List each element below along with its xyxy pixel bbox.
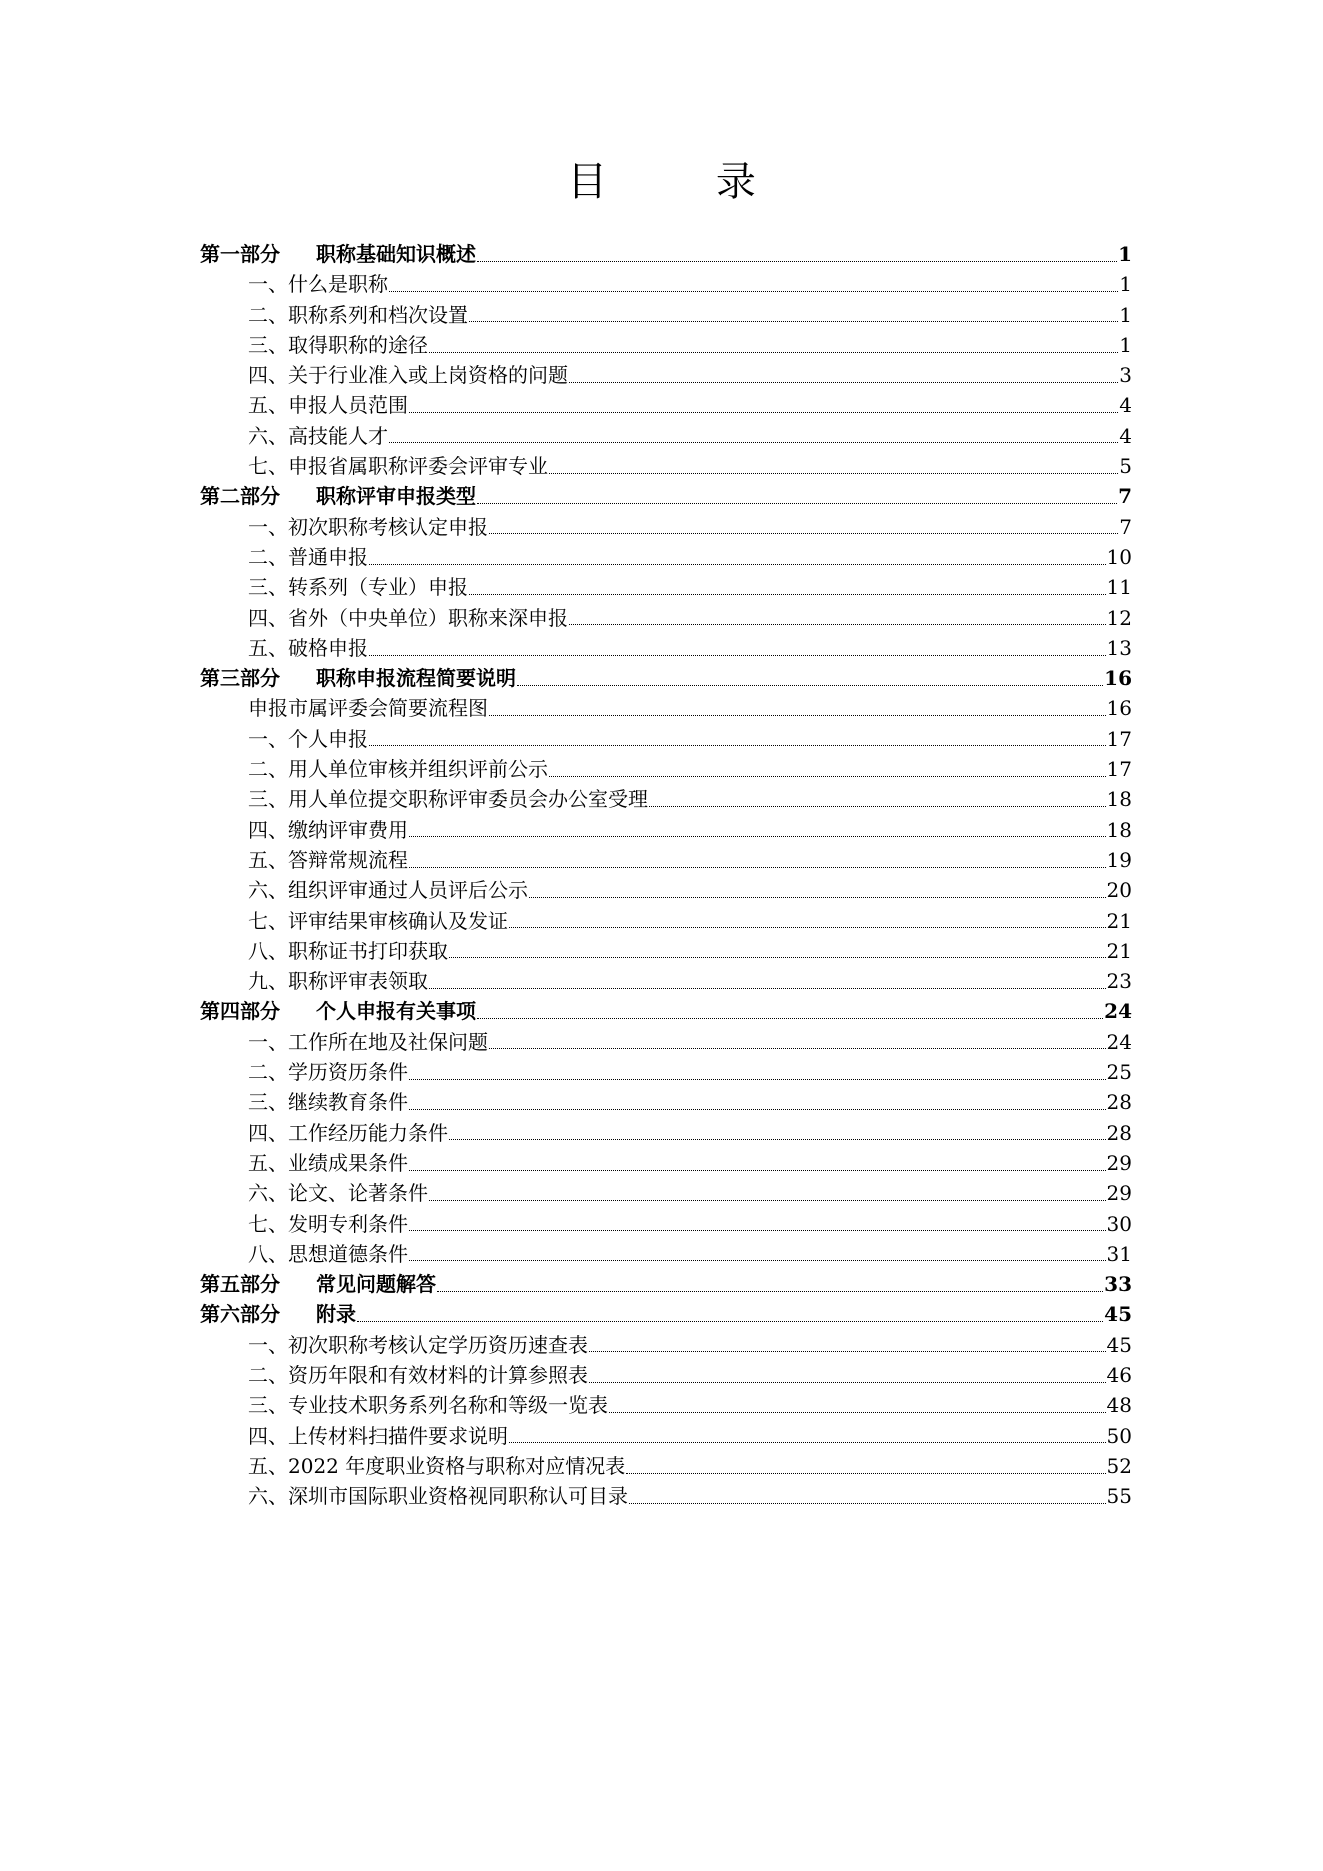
toc-part-number: 第五部分 bbox=[200, 1272, 280, 1297]
dot-leader bbox=[489, 533, 1118, 534]
dot-leader bbox=[489, 1048, 1106, 1049]
toc-section-entry[interactable] bbox=[200, 390, 1132, 420]
dot-leader bbox=[369, 655, 1106, 656]
toc-page-number: 24 bbox=[1106, 1029, 1132, 1054]
table-of-contents bbox=[200, 239, 1132, 1511]
toc-section-entry[interactable] bbox=[200, 1390, 1132, 1420]
dot-leader bbox=[509, 1442, 1106, 1443]
toc-page-number: 29 bbox=[1106, 1150, 1132, 1175]
toc-page-number: 4 bbox=[1119, 393, 1132, 418]
toc-entry-label: 八、思想道德条件 bbox=[248, 1241, 408, 1266]
toc-part-entry[interactable] bbox=[200, 1299, 1132, 1329]
toc-entry-label: 六、高技能人才 bbox=[248, 423, 388, 448]
toc-entry-label: 五、业绩成果条件 bbox=[248, 1150, 408, 1175]
toc-section-entry[interactable] bbox=[200, 1451, 1132, 1481]
toc-entry-label: 三、用人单位提交职称评审委员会办公室受理 bbox=[248, 787, 648, 812]
toc-entry-label: 七、评审结果审核确认及发证 bbox=[248, 908, 508, 933]
toc-entry-label: 三、转系列（专业）申报 bbox=[248, 575, 468, 600]
dot-leader bbox=[389, 442, 1118, 443]
dot-leader bbox=[549, 473, 1118, 474]
dot-leader bbox=[429, 1200, 1106, 1201]
dot-leader bbox=[509, 927, 1106, 928]
toc-entry-label: 五、2022 年度职业资格与职称对应情况表 bbox=[248, 1453, 626, 1478]
dot-leader bbox=[389, 291, 1118, 292]
dot-leader bbox=[469, 321, 1118, 322]
toc-entry-label: 三、专业技术职务系列名称和等级一览表 bbox=[248, 1393, 608, 1418]
toc-section-entry[interactable] bbox=[200, 300, 1132, 330]
toc-page-number: 4 bbox=[1119, 423, 1132, 448]
toc-page-number: 1 bbox=[1119, 332, 1132, 357]
dot-leader bbox=[477, 1018, 1103, 1019]
toc-section-entry[interactable] bbox=[200, 815, 1132, 845]
toc-page-number: 55 bbox=[1106, 1484, 1132, 1509]
dot-leader bbox=[609, 1412, 1106, 1413]
toc-page-number: 1 bbox=[1119, 302, 1132, 327]
toc-page-number: 45 bbox=[1104, 1302, 1132, 1327]
toc-page-number: 12 bbox=[1106, 605, 1132, 630]
toc-section-entry[interactable] bbox=[200, 1421, 1132, 1451]
dot-leader bbox=[409, 836, 1106, 837]
toc-page-number: 28 bbox=[1106, 1090, 1132, 1115]
toc-page-number: 17 bbox=[1106, 726, 1132, 751]
toc-page-number: 46 bbox=[1106, 1362, 1132, 1387]
toc-entry-label: 一、什么是职称 bbox=[248, 272, 388, 297]
dot-leader bbox=[517, 685, 1103, 686]
dot-leader bbox=[449, 1139, 1106, 1140]
toc-part-number: 第三部分 bbox=[200, 666, 280, 691]
toc-page-number: 30 bbox=[1106, 1211, 1132, 1236]
toc-entry-label: 三、取得职称的途径 bbox=[248, 332, 428, 357]
dot-leader bbox=[357, 1321, 1103, 1322]
toc-page-number: 28 bbox=[1106, 1120, 1132, 1145]
toc-section-entry[interactable] bbox=[200, 572, 1132, 602]
toc-page-number: 16 bbox=[1104, 666, 1132, 691]
toc-part-entry[interactable] bbox=[200, 663, 1132, 693]
toc-page-number: 13 bbox=[1106, 635, 1132, 660]
toc-page-number: 1 bbox=[1118, 242, 1132, 266]
toc-section-entry[interactable] bbox=[200, 421, 1132, 451]
toc-section-entry[interactable] bbox=[200, 724, 1132, 754]
dot-leader bbox=[409, 867, 1106, 868]
toc-section-entry[interactable] bbox=[200, 360, 1132, 390]
dot-leader bbox=[409, 1170, 1106, 1171]
toc-page-number: 23 bbox=[1106, 969, 1132, 994]
toc-entry-label: 二、资历年限和有效材料的计算参照表 bbox=[248, 1362, 588, 1387]
toc-page-number: 5 bbox=[1119, 454, 1132, 479]
dot-leader bbox=[489, 715, 1106, 716]
toc-section-entry[interactable] bbox=[200, 603, 1132, 633]
toc-section-entry[interactable] bbox=[200, 1027, 1132, 1057]
toc-section-entry[interactable] bbox=[200, 451, 1132, 481]
toc-page-number: 20 bbox=[1106, 878, 1132, 903]
toc-page-number: 3 bbox=[1119, 363, 1132, 388]
toc-section-entry[interactable] bbox=[200, 936, 1132, 966]
toc-entry-label: 申报市属评委会简要流程图 bbox=[248, 696, 488, 721]
toc-section-entry[interactable] bbox=[200, 784, 1132, 814]
dot-leader bbox=[589, 1351, 1106, 1352]
toc-page-number: 24 bbox=[1104, 999, 1132, 1024]
toc-entry-label: 五、申报人员范围 bbox=[248, 393, 408, 418]
dot-leader bbox=[429, 352, 1118, 353]
toc-section-entry[interactable] bbox=[200, 754, 1132, 784]
toc-section-entry[interactable] bbox=[200, 845, 1132, 875]
dot-leader bbox=[549, 776, 1106, 777]
toc-section-entry[interactable] bbox=[200, 1481, 1132, 1511]
dot-leader bbox=[409, 1079, 1106, 1080]
toc-entry-label: 七、申报省属职称评委会评审专业 bbox=[248, 454, 548, 479]
toc-page-number: 29 bbox=[1106, 1181, 1132, 1206]
toc-entry-label: 职称申报流程简要说明 bbox=[316, 666, 516, 691]
toc-section-entry[interactable] bbox=[200, 1057, 1132, 1087]
toc-page-number: 7 bbox=[1118, 484, 1132, 509]
dot-leader bbox=[529, 897, 1106, 898]
toc-entry-label: 职称基础知识概述 bbox=[316, 242, 476, 266]
toc-entry-label: 二、职称系列和档次设置 bbox=[248, 302, 468, 327]
toc-section-entry[interactable] bbox=[200, 1087, 1132, 1117]
dot-leader bbox=[589, 1382, 1106, 1383]
toc-entry-label: 四、上传材料扫描件要求说明 bbox=[248, 1423, 508, 1448]
toc-entry-label: 二、学历资历条件 bbox=[248, 1060, 408, 1085]
toc-page-number: 48 bbox=[1106, 1393, 1132, 1418]
toc-entry-label: 一、个人申报 bbox=[248, 726, 368, 751]
toc-entry-label: 五、答辩常规流程 bbox=[248, 847, 408, 872]
toc-entry-label: 一、初次职称考核认定申报 bbox=[248, 514, 488, 539]
toc-section-entry[interactable] bbox=[200, 1148, 1132, 1178]
toc-part-number: 第二部分 bbox=[200, 484, 280, 509]
dot-leader bbox=[369, 745, 1106, 746]
toc-section-entry[interactable] bbox=[200, 542, 1132, 572]
dot-leader bbox=[569, 382, 1118, 383]
toc-entry-label: 八、职称证书打印获取 bbox=[248, 938, 448, 963]
dot-leader bbox=[369, 564, 1106, 565]
toc-page-number: 16 bbox=[1106, 696, 1132, 721]
toc-section-entry[interactable] bbox=[200, 966, 1132, 996]
toc-part-entry[interactable] bbox=[200, 239, 1132, 269]
toc-entry-label: 九、职称评审表领取 bbox=[248, 969, 428, 994]
dot-leader bbox=[469, 594, 1106, 595]
toc-page-number: 18 bbox=[1106, 787, 1132, 812]
toc-entry-label: 七、发明专利条件 bbox=[248, 1211, 408, 1236]
toc-page-number: 25 bbox=[1106, 1060, 1132, 1085]
toc-part-entry[interactable] bbox=[200, 481, 1132, 511]
toc-section-entry[interactable] bbox=[200, 875, 1132, 905]
dot-leader bbox=[449, 957, 1106, 958]
toc-part-entry[interactable] bbox=[200, 1269, 1132, 1299]
toc-page-number: 1 bbox=[1119, 272, 1132, 297]
toc-section-entry[interactable] bbox=[200, 512, 1132, 542]
toc-section-entry[interactable] bbox=[200, 1239, 1132, 1269]
toc-page-number: 11 bbox=[1106, 575, 1132, 600]
toc-entry-label: 三、继续教育条件 bbox=[248, 1090, 408, 1115]
dot-leader bbox=[437, 1291, 1103, 1292]
toc-page-number: 50 bbox=[1106, 1423, 1132, 1448]
toc-page-number: 21 bbox=[1106, 908, 1132, 933]
toc-entry-label: 六、组织评审通过人员评后公示 bbox=[248, 878, 528, 903]
dot-leader bbox=[626, 1473, 1105, 1474]
toc-page-number: 21 bbox=[1106, 938, 1132, 963]
toc-entry-label: 五、破格申报 bbox=[248, 635, 368, 660]
toc-page-number: 31 bbox=[1106, 1241, 1132, 1266]
toc-page-number: 45 bbox=[1106, 1332, 1132, 1357]
toc-entry-label: 一、初次职称考核认定学历资历速查表 bbox=[248, 1332, 588, 1357]
toc-page-number: 33 bbox=[1104, 1272, 1132, 1297]
dot-leader bbox=[409, 412, 1118, 413]
toc-section-entry[interactable] bbox=[200, 1118, 1132, 1148]
dot-leader bbox=[649, 806, 1106, 807]
toc-entry-label: 一、工作所在地及社保问题 bbox=[248, 1029, 488, 1054]
toc-entry-label: 个人申报有关事项 bbox=[316, 999, 476, 1024]
toc-page-number: 52 bbox=[1106, 1453, 1132, 1478]
toc-entry-label: 四、工作经历能力条件 bbox=[248, 1120, 448, 1145]
toc-entry-label: 四、缴纳评审费用 bbox=[248, 817, 408, 842]
toc-section-entry[interactable] bbox=[200, 1360, 1132, 1390]
toc-page-number: 19 bbox=[1106, 847, 1132, 872]
toc-entry-label: 四、省外（中央单位）职称来深申报 bbox=[248, 605, 568, 630]
toc-section-entry[interactable] bbox=[200, 330, 1132, 360]
toc-part-number: 第四部分 bbox=[200, 999, 280, 1024]
toc-entry-label: 四、关于行业准入或上岗资格的问题 bbox=[248, 363, 568, 388]
toc-entry-label: 常见问题解答 bbox=[316, 1272, 436, 1297]
toc-part-number: 第六部分 bbox=[200, 1302, 280, 1327]
toc-section-entry[interactable] bbox=[200, 693, 1132, 723]
toc-section-entry[interactable] bbox=[200, 633, 1132, 663]
toc-page-number: 10 bbox=[1106, 544, 1132, 569]
dot-leader bbox=[409, 1230, 1106, 1231]
toc-entry-label: 六、论文、论著条件 bbox=[248, 1181, 428, 1206]
dot-leader bbox=[629, 1503, 1106, 1504]
dot-leader bbox=[409, 1109, 1106, 1110]
toc-section-entry[interactable] bbox=[200, 1178, 1132, 1208]
toc-entry-label: 二、普通申报 bbox=[248, 544, 368, 569]
dot-leader bbox=[429, 988, 1106, 989]
toc-entry-label: 六、深圳市国际职业资格视同职称认可目录 bbox=[248, 1484, 628, 1509]
dot-leader bbox=[477, 261, 1117, 262]
toc-section-entry[interactable] bbox=[200, 1330, 1132, 1360]
toc-section-entry[interactable] bbox=[200, 269, 1132, 299]
toc-page-number: 18 bbox=[1106, 817, 1132, 842]
toc-entry-label: 二、用人单位审核并组织评前公示 bbox=[248, 757, 548, 782]
toc-entry-label: 附录 bbox=[316, 1302, 356, 1327]
toc-part-entry[interactable] bbox=[200, 996, 1132, 1026]
toc-part-number: 第一部分 bbox=[200, 242, 280, 266]
page-title: 目 录 bbox=[567, 159, 804, 205]
toc-section-entry[interactable] bbox=[200, 906, 1132, 936]
toc-entry-label: 职称评审申报类型 bbox=[316, 484, 476, 509]
dot-leader bbox=[477, 503, 1117, 504]
dot-leader bbox=[409, 1260, 1106, 1261]
dot-leader bbox=[569, 624, 1106, 625]
toc-page-number: 17 bbox=[1106, 757, 1132, 782]
toc-page-number: 7 bbox=[1119, 514, 1132, 539]
toc-section-entry[interactable] bbox=[200, 1209, 1132, 1239]
